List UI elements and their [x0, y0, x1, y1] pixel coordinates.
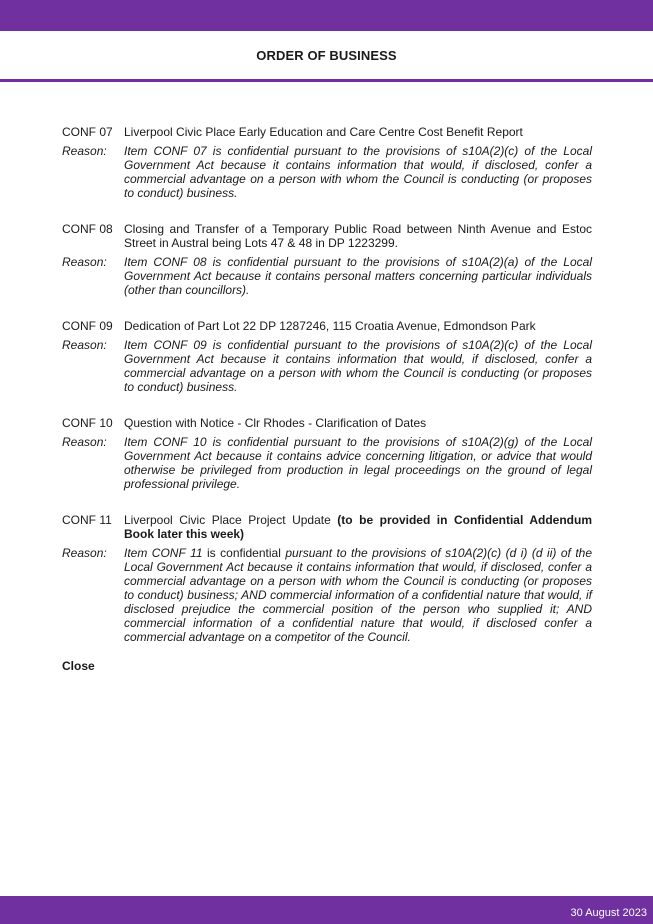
- item-title: Question with Notice - Clr Rhodes - Clarification of Dates: [124, 416, 427, 430]
- item-code: CONF 08: [62, 222, 113, 236]
- agenda-item-conf-07: [62, 125, 592, 200]
- item-code: CONF 07: [62, 125, 113, 139]
- item-code: CONF 10: [62, 416, 113, 430]
- item-title-note: (to be provided in Confidential Addendum Book later this week): [124, 513, 593, 541]
- close-heading: Close: [62, 659, 95, 673]
- reason-text: Item CONF 08 is confidential pursuant to the provisions of s10A(2)(a) of the Local Government Act because it contains personal matters concerning particular individuals (other than councillors).: [124, 255, 592, 297]
- item-title: Closing and Transfer of a Temporary Public Road between Ninth Avenue and Estoc Street in Austral being Lots 47 & 48 in DP 1223299.: [124, 222, 592, 250]
- item-title: Liverpool Civic Place Early Education and Care Centre Cost Benefit Report: [124, 125, 523, 139]
- reason-text-part: is confidential: [207, 546, 281, 560]
- reason-label: Reason:: [62, 144, 107, 158]
- item-code: CONF 09: [62, 319, 113, 333]
- reason-text: Item CONF 07 is confidential pursuant to the provisions of s10A(2)(c) of the Local Government Act because it contains information that would, if disclosed, confer a commercial advantage on a person with whom the Council is conducting (or proposes to conduct) business.: [124, 144, 592, 200]
- item-code: CONF 11: [62, 513, 112, 527]
- reason-text: Item CONF 10 is confidential pursuant to the provisions of s10A(2)(g) of the Local Government Act because it contains advice concerning litigation, or advice that would otherwise be privileged from production in legal proceedings on the ground of legal professional privilege.: [124, 435, 592, 491]
- reason-text-part: pursuant to the provisions of s10A(2)(c) (d i) (d ii) of the Local Government Act because it contains information that would, if disclosed, confer a commercial advantage on a person with whom the Council is conducting (or proposes to conduct) business; AND commercial information of a confidential nature that would, if disclosed prejudice the commercial position of the person who supplied it; AND commercial information of a confidential nature that would, if disclosed confer a commercial advantage on a competitor of the Council.: [124, 546, 593, 644]
- reason-label: Reason:: [62, 435, 107, 449]
- header-bar: [0, 0, 653, 31]
- reason-label: Reason:: [62, 255, 107, 269]
- page-title: ORDER OF BUSINESS: [256, 48, 397, 63]
- reason-label: Reason:: [62, 546, 107, 560]
- item-title: Dedication of Part Lot 22 DP 1287246, 115 Croatia Avenue, Edmondson Park: [124, 319, 536, 333]
- reason-label: Reason:: [62, 338, 107, 352]
- agenda-item-conf-09: [62, 319, 592, 394]
- agenda-item-conf-10: [62, 416, 592, 491]
- agenda-list: [62, 125, 592, 673]
- agenda-item-conf-11: [62, 513, 592, 644]
- footer-bar: [0, 896, 653, 924]
- item-title-text: Liverpool Civic Place Project Update: [124, 513, 331, 527]
- reason-text: [124, 546, 592, 644]
- footer-date: 30 August 2023: [570, 907, 647, 919]
- header-rule: [0, 79, 653, 82]
- reason-text: Item CONF 09 is confidential pursuant to the provisions of s10A(2)(c) of the Local Government Act because it contains information that would, if disclosed, confer a commercial advantage on a person with whom the Council is conducting (or proposes to conduct) business.: [124, 338, 592, 394]
- agenda-item-conf-08: [62, 222, 592, 297]
- item-title: [124, 513, 592, 541]
- reason-text-part: Item CONF 11: [124, 546, 203, 560]
